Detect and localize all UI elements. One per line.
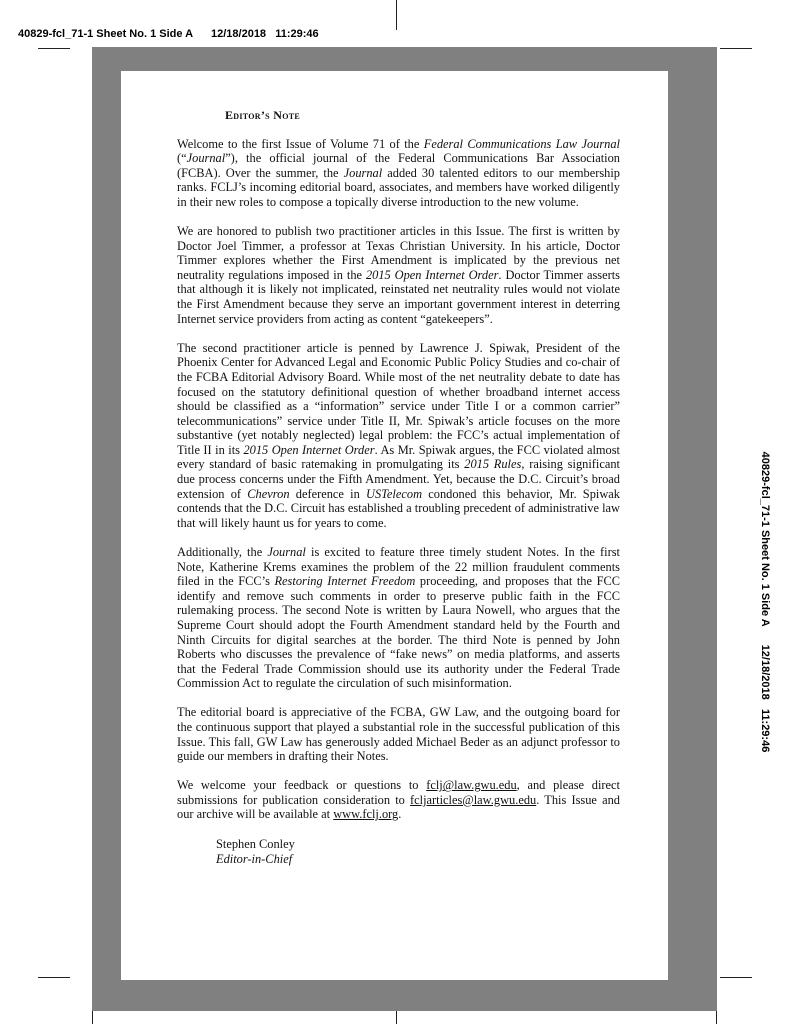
paragraph-contact: We welcome your feedback or questions to fclj@law.gwu.edu, and please direct submissions for publication consideration to fcljarticles@law.gwu.edu. This Issue and our archive will be available at www.fclj.org.: [177, 778, 620, 822]
page-title: Editor’s Note: [225, 108, 300, 122]
signature-name: Stephen Conley: [216, 836, 295, 851]
paragraph-student-notes: Additionally, the Journal is excited to feature three timely student Notes. In the first Note, Katherine Krems examines the problem of the 22 million fraudulent comments filed in the FCC’s Restoring Internet Freedom proceeding, and proposes that the FCC identify and remove such comments in order to preserve public faith in the FCC rulemaking process. The second Note is written by Laura Nowell, who argues that the Supreme Court should adopt the Fourth Amendment standard held by the Fourth and Ninth Circuits for digital searches at the border. The third Note is penned by John Roberts who discusses the prevalence of “fake news” on media platforms, and asserts that the Federal Trade Commission should use its authority under the Federal Trade Commission Act to regulate the circulation of such misinformation.: [177, 544, 620, 691]
crop-mark-top-left: [38, 48, 70, 49]
page-content: [177, 108, 620, 867]
print-slug-side: 40829-fcl_71-1 Sheet No. 1 Side A 12/18/2018 11:29:46: [759, 451, 771, 753]
signature-block: [216, 837, 620, 867]
email-link-articles[interactable]: fcljarticles@law.gwu.edu: [410, 792, 537, 807]
print-slug-top: 40829-fcl_71-1 Sheet No. 1 Side A 12/18/2018 11:29:46: [18, 28, 319, 40]
email-link-fclj[interactable]: fclj@law.gwu.edu: [426, 778, 517, 793]
paragraph-welcome: Welcome to the first Issue of Volume 71 of the Federal Communications Law Journal (“Journal”), the official journal of the Federal Communications Bar Association (FCBA). Over the summer, the Journal added 30 talented editors to our membership ranks. FCLJ’s incoming editorial board, associates, and members have worked diligently in their new roles to compose a topically diverse introduction to the new volume.: [177, 136, 620, 209]
crop-mark-top-right: [720, 48, 752, 49]
paragraph-second-article: The second practitioner article is penned by Lawrence J. Spiwak, President of the Phoenix Center for Advanced Legal and Economic Public Policy Studies and co-chair of the FCBA Editorial Advisory Board. While most of the net neutrality debate to date has focused on the statutory definitional question of whether broadband internet access should be classified as a “information” service under Title I or a common carrier” telecommunications” service under Title II, Mr. Spiwak’s article focuses on the more substantive (yet notably neglected) legal problem: the FCC’s actual implementation of Title II in its 2015 Open Internet Order. As Mr. Spiwak argues, the FCC violated almost every standard of basic ratemaking in promulgating its 2015 Rules, raising significant due process concerns under the Fifth Amendment. Yet, because the D.C. Circuit’s broad extension of Chevron deference in USTelecom condoned this behavior, Mr. Spiwak contends that the D.C. Circuit has established a troubling precedent of administrative law that will likely haunt us for years to come.: [177, 340, 620, 530]
paragraph-acknowledgments: The editorial board is appreciative of the FCBA, GW Law, and the outgoing board for the continuous support that played a substantial role in the successful publication of this Issue. This fall, GW Law has generously added Michael Beder as an adjunct professor to guide our members in drafting their Notes.: [177, 705, 620, 764]
paragraph-first-article: We are honored to publish two practitioner articles in this Issue. The first is written by Doctor Joel Timmer, a professor at Texas Christian University. In his article, Doctor Timmer explores whether the First Amendment is implicated by the previous net neutrality regulations imposed in the 2015 Open Internet Order. Doctor Timmer asserts that although it is likely not implicated, reinstated net neutrality rules would not violate the First Amendment because they serve an important government interest in deterring Internet service providers from acting as content “gatekeepers”.: [177, 224, 620, 326]
website-link[interactable]: www.fclj.org: [333, 807, 399, 822]
crop-mark-bottom-right: [720, 977, 752, 978]
page-sheet: [121, 71, 668, 980]
signature-role: Editor-in-Chief: [216, 851, 293, 866]
crop-mark-top-center: [396, 0, 397, 30]
crop-mark-bottom-left: [38, 977, 70, 978]
